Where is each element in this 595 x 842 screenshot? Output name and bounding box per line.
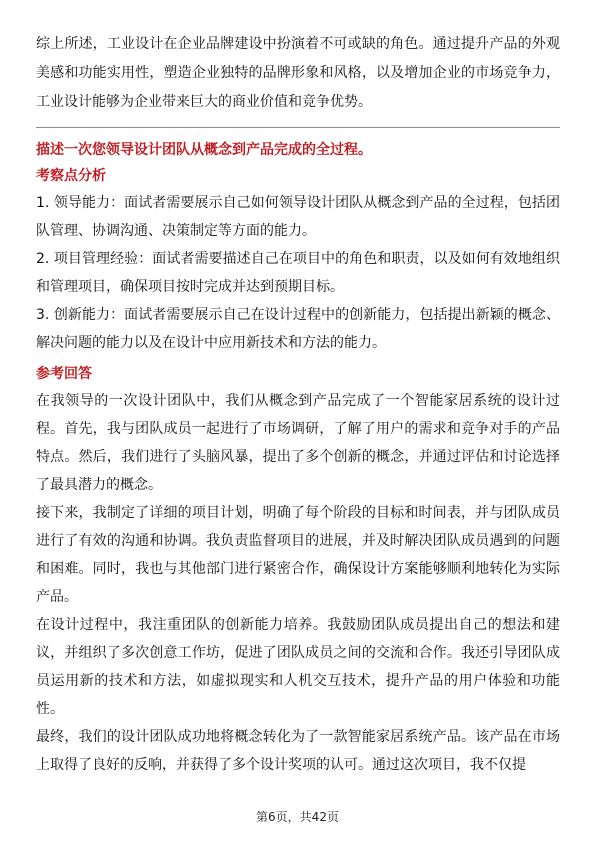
answer-body (36, 387, 560, 779)
analysis-item-leadership: 1. 领导能力：面试者需要展示自己如何领导设计团队从概念到产品的全过程，包括团队管理、协调沟通、决策制定等方面的能力。 (36, 195, 560, 239)
page-content (36, 30, 560, 779)
intro-paragraph: 综上所述，工业设计在企业品牌建设中扮演着不可或缺的角色。通过提升产品的外观美感和功能实用性，塑造企业独特的品牌形象和风格，以及增加企业的市场竞争力，工业设计能够为企业带来巨大的商业价值和竞争优势。 (36, 36, 560, 110)
page-number: 第6页，共42页 (256, 810, 339, 824)
answer-heading: 参考回答 (36, 366, 92, 382)
answer-paragraph: 最终，我们的设计团队成功地将概念转化为了一款智能家居系统产品。该产品在市场上取得了良好的反响，并获得了多个设计奖项的认可。通过这次项目，我不仅提 (36, 729, 560, 773)
answer-paragraph: 接下来，我制定了详细的项目计划，明确了每个阶段的目标和时间表，并与团队成员进行了有效的沟通和协调。我负责监督项目的进展，并及时解决团队成员遇到的问题和困难。同时，我也与其他部门进行紧密合作，确保设计方案能够顺利地转化为实际产品。 (36, 505, 560, 605)
question-title: 描述一次您领导设计团队从概念到产品完成的全过程。 (36, 142, 372, 158)
analysis-item-innovation: 3. 创新能力：面试者需要展示自己在设计过程中的创新能力，包括提出新颖的概念、解决问题的能力以及在设计中应用新技术和方法的能力。 (36, 307, 560, 351)
analysis-list (36, 189, 560, 357)
analysis-item-project-management: 2. 项目管理经验：面试者需要描述自己在项目中的角色和职责，以及如何有效地组织和管理项目，确保项目按时完成并达到预期目标。 (36, 251, 560, 295)
answer-paragraph: 在我领导的一次设计团队中，我们从概念到产品完成了一个智能家居系统的设计过程。首先，我与团队成员一起进行了市场调研，了解了用户的需求和竞争对手的产品特点。然后，我们进行了头脑风暴，提出了多个创新的概念，并通过评估和讨论选择了最具潜力的概念。 (36, 393, 560, 493)
analysis-heading: 考察点分析 (36, 168, 106, 184)
section-divider (36, 127, 560, 128)
answer-paragraph: 在设计过程中，我注重团队的创新能力培养。我鼓励团队成员提出自己的想法和建议，并组织了多次创意工作坊，促进了团队成员之间的交流和合作。我还引导团队成员运用新的技术和方法，如虚拟现实和人机交互技术，提升产品的用户体验和功能性。 (36, 617, 560, 717)
